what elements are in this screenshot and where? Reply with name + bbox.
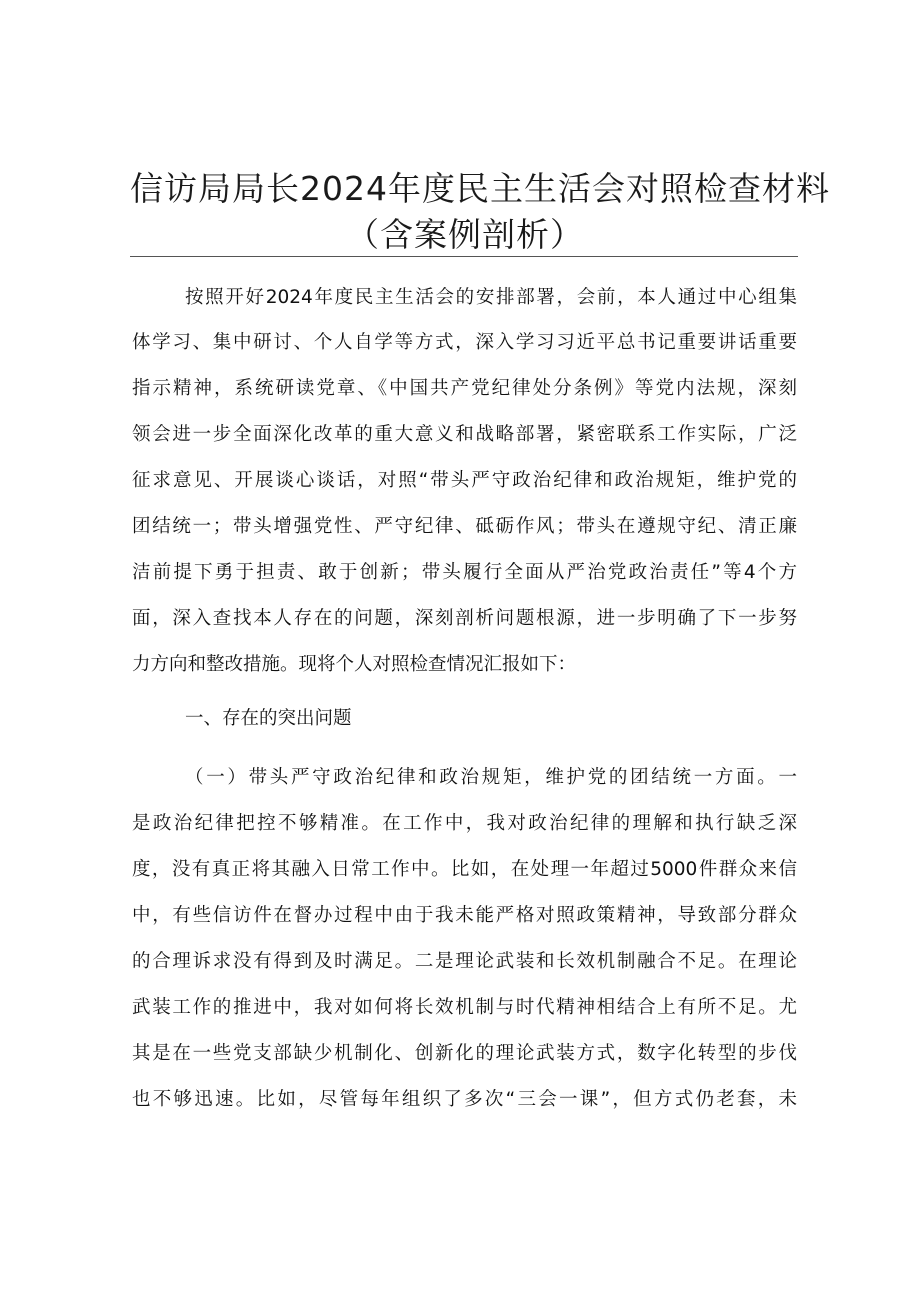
intro-line: 领会进一步全面深化改革的重大意义和战略部署，紧密联系工作实际，广泛 [132,424,797,445]
section-1-line: 的合理诉求没有得到及时满足。二是理论武装和长效机制融合不足。在理论 [132,951,797,972]
title-divider [130,256,798,257]
intro-line: 力方向和整改措施。现将个人对照检查情况汇报如下： [132,654,577,675]
section-heading: 一、存在的突出问题 [185,708,352,729]
section-1-line: 度，没有真正将其融入日常工作中。比如，在处理一年超过5000件群众来信 [132,859,797,880]
section-1-line: 武装工作的推进中，我对如何将长效机制与时代精神相结合上有所不足。尤 [132,997,797,1018]
intro-line: 洁前提下勇于担责、敢于创新；带头履行全面从严治党政治责任”等4个方 [132,562,797,583]
intro-line: 按照开好2024年度民主生活会的安排部署，会前，本人通过中心组集 [185,287,797,308]
intro-line: 征求意见、开展谈心谈话，对照“带头严守政治纪律和政治规矩，维护党的 [132,470,797,491]
section-1-line: 中，有些信访件在督办过程中由于我未能严格对照政策精神，导致部分群众 [132,905,797,926]
section-1-line: 是政治纪律把控不够精准。在工作中，我对政治纪律的理解和执行缺乏深 [132,813,797,834]
intro-line: 面，深入查找本人存在的问题，深刻剖析问题根源，进一步明确了下一步努 [132,608,797,629]
section-1-line: （一）带头严守政治纪律和政治规矩，维护党的团结统一方面。一 [185,767,797,788]
intro-line: 体学习、集中研讨、个人自学等方式，深入学习习近平总书记重要讲话重要 [132,332,797,353]
document-title-line-2: （含案例剖析） [346,215,584,254]
intro-line: 团结统一；带头增强党性、严守纪律、砥砺作风；带头在遵规守纪、清正廉 [132,516,797,537]
document-title-line-1: 信访局局长2024年度民主生活会对照检查材料 [130,169,830,208]
section-1-line: 也不够迅速。比如，尽管每年组织了多次“三会一课”，但方式仍老套，未 [132,1089,797,1110]
section-1-line: 其是在一些党支部缺少机制化、创新化的理论武装方式，数字化转型的步伐 [132,1043,797,1064]
intro-line: 指示精神，系统研读党章、《中国共产党纪律处分条例》等党内法规，深刻 [132,378,797,399]
